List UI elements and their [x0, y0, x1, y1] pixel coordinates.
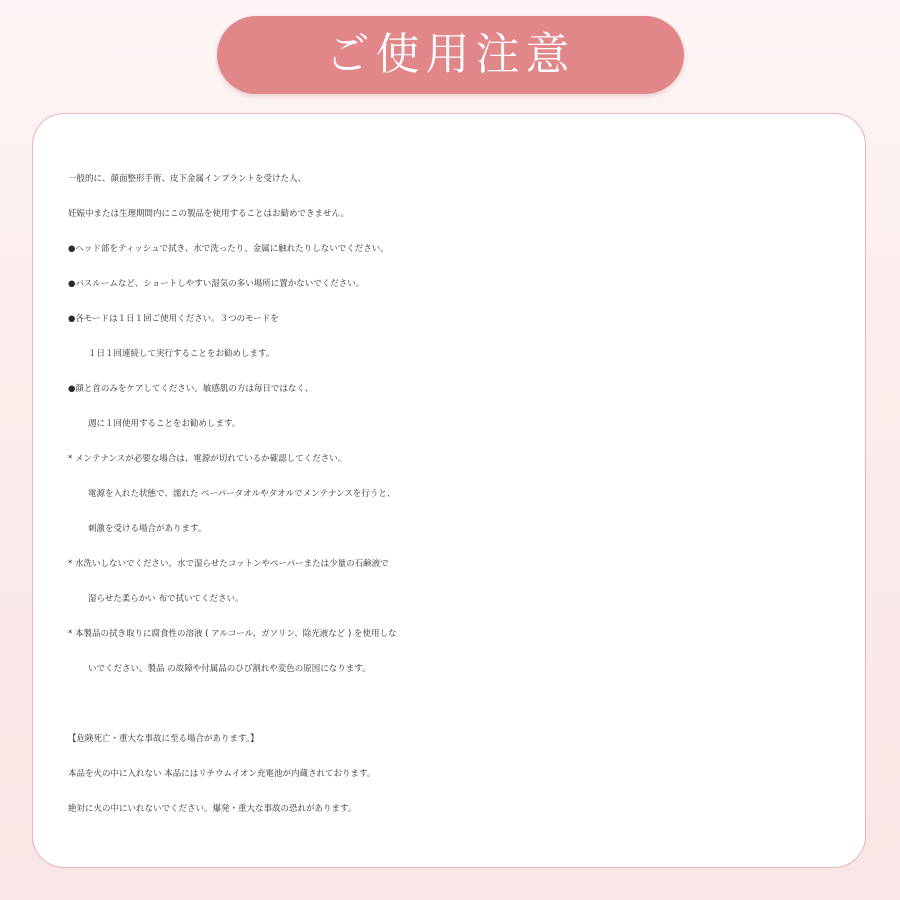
note-maintenance-cont-2: 刺激を受ける場合があります。	[88, 524, 207, 534]
section-gap	[68, 687, 858, 722]
note-maintenance: * メンテナンスが必要な場合は、電源が切れているか確認してください。	[68, 454, 347, 464]
title-banner	[217, 16, 684, 94]
note-no-wash: * 水洗いしないでください。水で湿らせたコットンやペーパーまたは少量の石鹸液で	[68, 559, 389, 569]
bullet-head-wash: ●ヘッド部をティッシュで拭き、水で洗ったり、金属に触れたりしないでください。	[68, 244, 389, 254]
bullet-face-neck: ●顔と首のみをケアしてください。敏感肌の方は毎日ではなく、	[68, 384, 314, 394]
warning-line-2: 絶対に火の中にいれないでください。爆発・重大な事故の恐れがあります。	[68, 804, 357, 814]
note-corrosive-cont: いでください。製品 の故障や付属品のひび割れや変色の原因になります。	[88, 664, 371, 674]
bullet-mode-usage: ●各モードは１日１回ご使用ください。３つのモードを	[68, 314, 279, 324]
note-maintenance-cont-1: 電源を入れた状態で、濡れた ペーパータオルやタオルでメンテナンスを行うと、	[88, 489, 396, 499]
note-no-wash-cont: 湿らせた柔らかい 布で拭いてください。	[88, 594, 244, 604]
notice-line-2: 妊娠中または生理期間内にこの製品を使用することはお勧めできません。	[68, 209, 350, 219]
bullet-face-neck-cont: 週に１回使用することをお勧めします。	[88, 419, 241, 429]
bullet-mode-usage-cont: １日１回連続して実行することをお勧めします。	[88, 349, 275, 359]
warning-heading: 【危険死亡・重大な事故に至る場合があります。】	[68, 734, 259, 744]
warning-line-1: 本品を火の中に入れない 本品にはリチウムイオン充電池が内蔵されております。	[68, 769, 376, 779]
page-title: ご使用注意	[325, 29, 576, 80]
notice-line-1: 一般的に、顔面整形手術、皮下金属インプラントを受けた人、	[68, 174, 307, 184]
notice-content	[68, 162, 858, 827]
bullet-bathroom: ●バスルームなど、ショートしやすい湿気の多い場所に置かないでください。	[68, 279, 365, 289]
note-corrosive: * 本製品の拭き取りに腐食性の溶液 ( アルコール、ガソリン、除光液など ) を使用しな	[68, 629, 397, 639]
